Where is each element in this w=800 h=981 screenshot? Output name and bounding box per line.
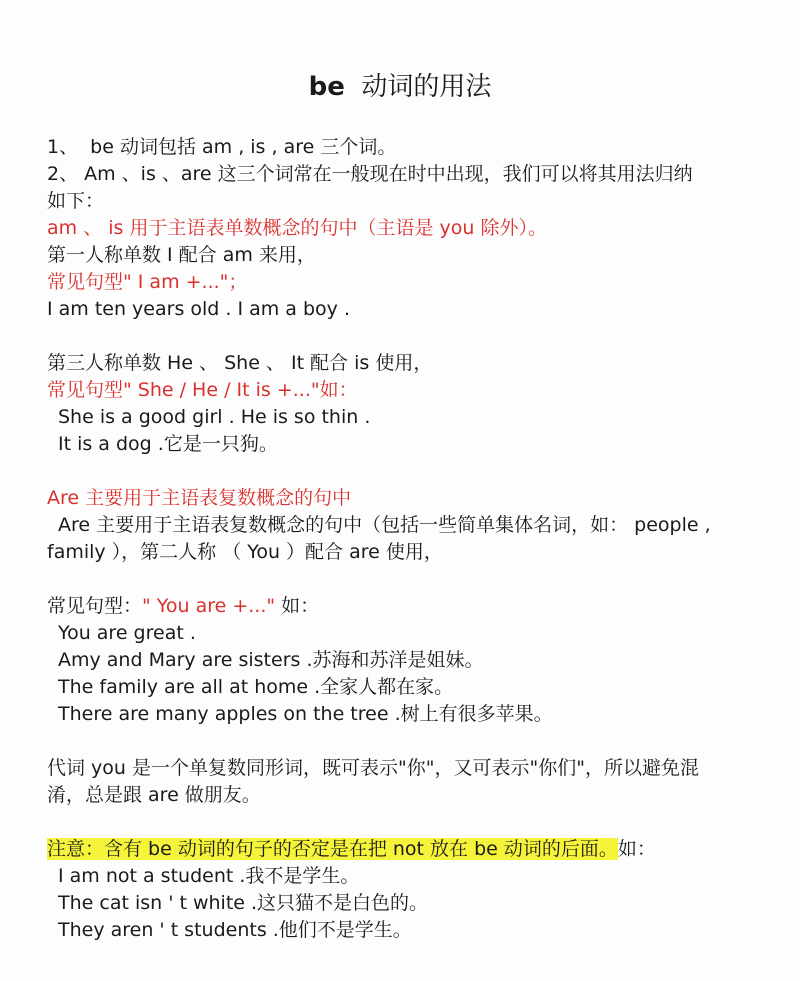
are-rule: Are 主要用于主语表复数概念的句中（包括一些简单集体名词，如： people ,	[58, 514, 711, 536]
example-i-am: I am ten years old . I am a boy .	[47, 298, 350, 320]
point-2-cont: 如下：	[47, 190, 105, 212]
negation-highlight: 注意：含有 be 动词的句子的否定是在把 not 放在 be 动词的后面。	[47, 838, 618, 860]
pattern-suffix: 如：	[275, 595, 320, 617]
pattern-label: 常见句型：	[47, 595, 143, 617]
example-you-are: You are great .	[58, 622, 196, 644]
third-person-rule: 第三人称单数 He 、 She 、 It 配合 is 使用，	[47, 352, 433, 374]
title-rest: 动词的用法	[361, 72, 492, 102]
negation-suffix: 如：	[617, 838, 656, 860]
heading-are: Are 主要用于主语表复数概念的句中	[47, 487, 352, 509]
negation-note	[47, 836, 656, 862]
pronoun-you-note-cont: 淆，总是跟 are 做朋友。	[47, 784, 261, 806]
point-2: 2、 Am 、is 、are 这三个词常在一般现在时中出现，我们可以将其用法归纳	[47, 163, 693, 185]
example-it-is: It is a dog .它是一只狗。	[58, 433, 278, 455]
example-family: The family are all at home .全家人都在家。	[58, 676, 454, 698]
page-title	[0, 70, 800, 104]
point-1: 1、 be 动词包括 am , is , are 三个词。	[47, 136, 397, 158]
pronoun-you-note: 代词 you 是一个单复数同形词，既可表示"你"，又可表示"你们"，所以避免混	[47, 757, 699, 779]
example-sisters: Amy and Mary are sisters .苏海和苏洋是姐妹。	[58, 649, 484, 671]
example-not-student: I am not a student .我不是学生。	[58, 865, 360, 887]
pattern-i-am: 常见句型" I am +..."；	[47, 271, 248, 293]
heading-am-is: am 、 is 用于主语表单数概念的句中（主语是 you 除外）。	[47, 217, 547, 239]
example-cat: The cat isn ' t white .这只猫不是白色的。	[58, 892, 429, 914]
title-bold: be	[308, 72, 345, 102]
pattern-you-are	[47, 593, 319, 619]
example-she-is: She is a good girl . He is so thin .	[58, 406, 371, 428]
pattern-is: 常见句型" She / He / It is +..."如：	[47, 379, 358, 401]
example-they: They aren ' t students .他们不是学生。	[58, 919, 412, 941]
first-person-rule: 第一人称单数 I 配合 am 来用，	[47, 244, 316, 266]
pattern-formula: " You are +..."	[142, 595, 276, 617]
example-apples: There are many apples on the tree .树上有很多苹果。	[58, 703, 553, 725]
are-rule-cont: family ），第二人称 （ You ）配合 are 使用，	[47, 541, 443, 563]
